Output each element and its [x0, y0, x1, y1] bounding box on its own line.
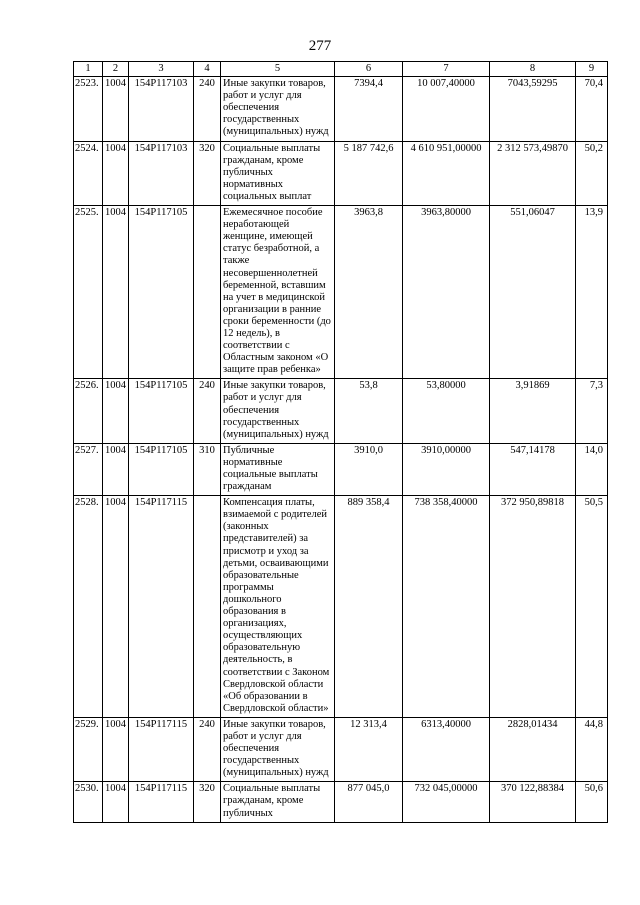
column-header-row — [74, 62, 608, 77]
table-row — [74, 443, 608, 495]
table-row — [74, 379, 608, 443]
table-row — [74, 206, 608, 379]
percent-col9: 14,0 — [576, 443, 608, 495]
row-number: 2527. — [74, 443, 103, 495]
value-col6: 7394,4 — [335, 77, 403, 141]
value-col6: 3963,8 — [335, 206, 403, 379]
column-header: 8 — [490, 62, 576, 77]
table-row — [74, 782, 608, 822]
target-article-code: 154P117103 — [129, 141, 194, 205]
target-article-code: 154P117103 — [129, 77, 194, 141]
row-number: 2528. — [74, 496, 103, 718]
value-col7: 3910,00000 — [403, 443, 490, 495]
target-article-code: 154P117105 — [129, 206, 194, 379]
section-code: 1004 — [103, 782, 129, 822]
target-article-code: 154P117105 — [129, 379, 194, 443]
value-col8: 3,91869 — [490, 379, 576, 443]
value-col7: 732 045,00000 — [403, 782, 490, 822]
percent-col9: 50,6 — [576, 782, 608, 822]
expense-type-code — [194, 496, 221, 718]
budget-table — [73, 61, 608, 823]
value-col7: 10 007,40000 — [403, 77, 490, 141]
percent-col9: 50,2 — [576, 141, 608, 205]
expense-type-code: 240 — [194, 717, 221, 781]
row-number: 2526. — [74, 379, 103, 443]
expense-type-code: 310 — [194, 443, 221, 495]
value-col7: 6313,40000 — [403, 717, 490, 781]
value-col8: 2828,01434 — [490, 717, 576, 781]
value-col6: 12 313,4 — [335, 717, 403, 781]
table-row — [74, 717, 608, 781]
value-col7: 3963,80000 — [403, 206, 490, 379]
row-number: 2529. — [74, 717, 103, 781]
value-col6: 53,8 — [335, 379, 403, 443]
row-description: Публичные нормативные социальные выплаты гражданам — [221, 443, 335, 495]
row-number: 2530. — [74, 782, 103, 822]
value-col8: 7043,59295 — [490, 77, 576, 141]
column-header: 3 — [129, 62, 194, 77]
section-code: 1004 — [103, 206, 129, 379]
percent-col9: 50,5 — [576, 496, 608, 718]
expense-type-code: 240 — [194, 77, 221, 141]
target-article-code: 154P117105 — [129, 443, 194, 495]
value-col7: 738 358,40000 — [403, 496, 490, 718]
section-code: 1004 — [103, 141, 129, 205]
row-description: Компенсация платы, взимаемой с родителей (законных представителей) за присмотр и уход за детьми, осваивающими образовательные программы дошкольного образования в организациях, осуществляющих образовательную деятельность, в соответствии с Законом Свердловской области «Об образовании в Свердловской области» — [221, 496, 335, 718]
value-col8: 372 950,89818 — [490, 496, 576, 718]
target-article-code: 154P117115 — [129, 496, 194, 718]
target-article-code: 154P117115 — [129, 717, 194, 781]
row-number: 2523. — [74, 77, 103, 141]
percent-col9: 70,4 — [576, 77, 608, 141]
column-header: 5 — [221, 62, 335, 77]
table-row — [74, 77, 608, 141]
section-code: 1004 — [103, 717, 129, 781]
row-description: Социальные выплаты гражданам, кроме публичных — [221, 782, 335, 822]
column-header: 4 — [194, 62, 221, 77]
row-number: 2525. — [74, 206, 103, 379]
row-description: Социальные выплаты гражданам, кроме публичных нормативных социальных выплат — [221, 141, 335, 205]
value-col6: 5 187 742,6 — [335, 141, 403, 205]
value-col8: 547,14178 — [490, 443, 576, 495]
percent-col9: 44,8 — [576, 717, 608, 781]
column-header: 2 — [103, 62, 129, 77]
table-row — [74, 496, 608, 718]
column-header: 1 — [74, 62, 103, 77]
row-description: Ежемесячное пособие неработающей женщине, имеющей статус безработной, а также несовершеннолетней беременной, вставшим на учет в медицинской организации в ранние сроки беременности (до 12 недель), в соответствии с Областным законом «О защите прав ребенка» — [221, 206, 335, 379]
value-col8: 2 312 573,49870 — [490, 141, 576, 205]
expense-type-code: 320 — [194, 782, 221, 822]
table-row — [74, 141, 608, 205]
value-col7: 53,80000 — [403, 379, 490, 443]
section-code: 1004 — [103, 77, 129, 141]
column-header: 7 — [403, 62, 490, 77]
column-header: 9 — [576, 62, 608, 77]
section-code: 1004 — [103, 379, 129, 443]
target-article-code: 154P117115 — [129, 782, 194, 822]
value-col6: 3910,0 — [335, 443, 403, 495]
value-col8: 551,06047 — [490, 206, 576, 379]
percent-col9: 7,3 — [576, 379, 608, 443]
value-col7: 4 610 951,00000 — [403, 141, 490, 205]
value-col8: 370 122,88384 — [490, 782, 576, 822]
percent-col9: 13,9 — [576, 206, 608, 379]
expense-type-code — [194, 206, 221, 379]
column-header: 6 — [335, 62, 403, 77]
row-description: Иные закупки товаров, работ и услуг для обеспечения государственных (муниципальных) нужд — [221, 717, 335, 781]
section-code: 1004 — [103, 496, 129, 718]
section-code: 1004 — [103, 443, 129, 495]
expense-type-code: 240 — [194, 379, 221, 443]
page-number: 277 — [308, 38, 332, 54]
value-col6: 877 045,0 — [335, 782, 403, 822]
value-col6: 889 358,4 — [335, 496, 403, 718]
expense-type-code: 320 — [194, 141, 221, 205]
row-number: 2524. — [74, 141, 103, 205]
row-description: Иные закупки товаров, работ и услуг для обеспечения государственных (муниципальных) нужд — [221, 77, 335, 141]
row-description: Иные закупки товаров, работ и услуг для обеспечения государственных (муниципальных) нужд — [221, 379, 335, 443]
